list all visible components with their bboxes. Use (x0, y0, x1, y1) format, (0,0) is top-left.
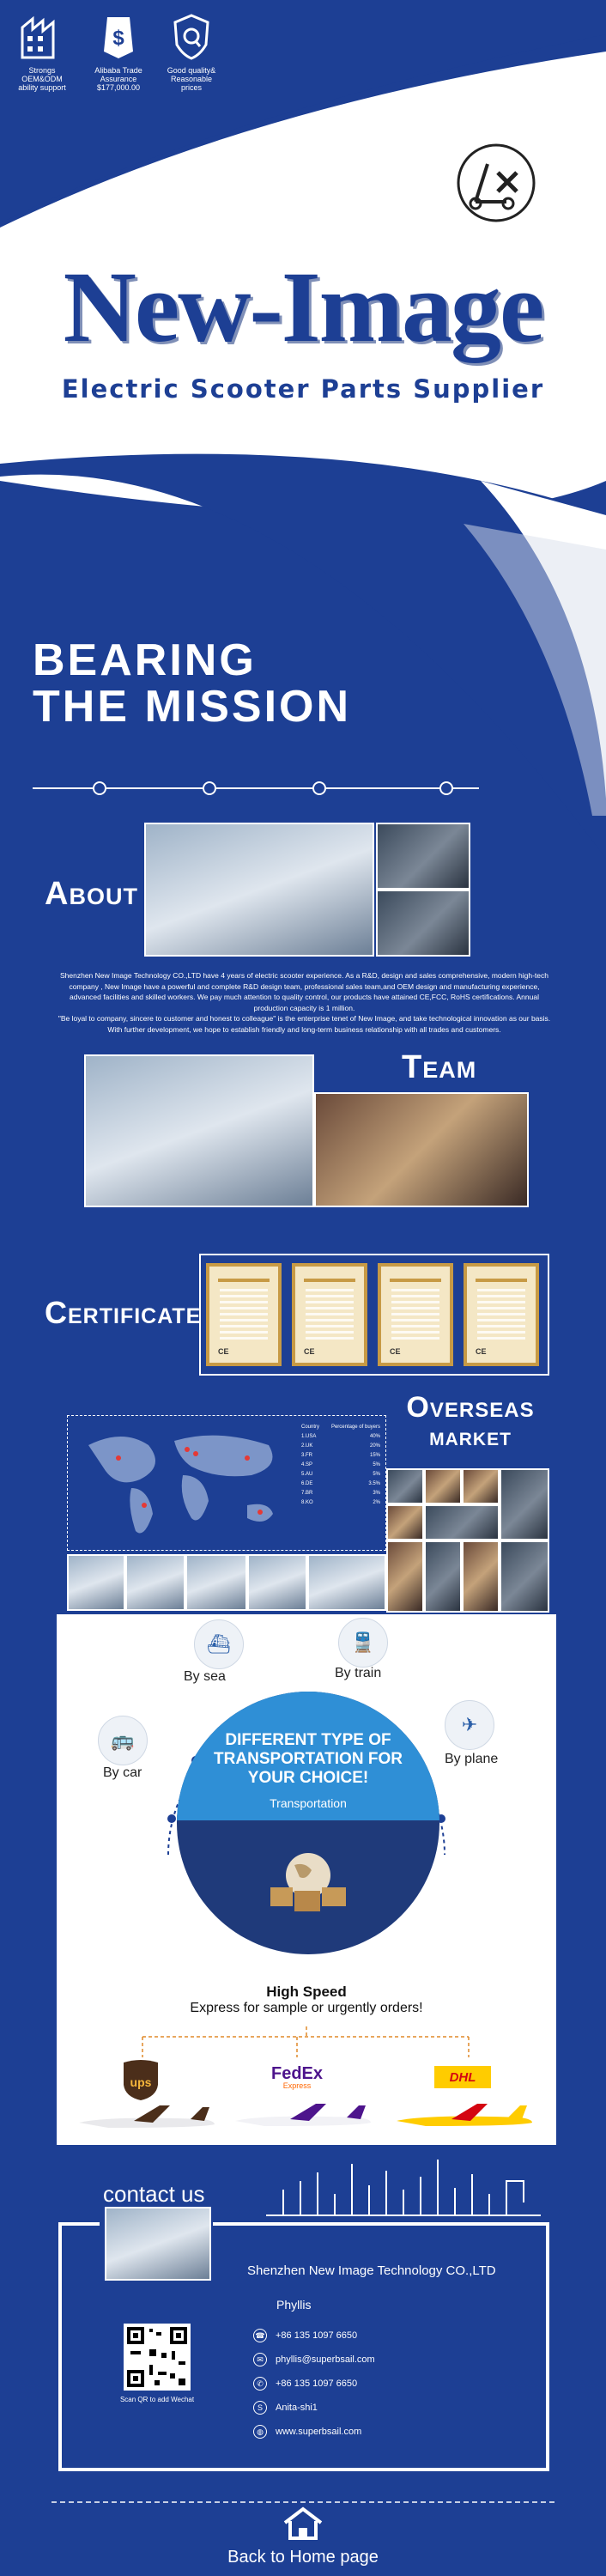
buyers-percentage: 5% (373, 1472, 380, 1477)
svg-text:$: $ (112, 27, 124, 50)
buyers-country: 7.BR (301, 1491, 313, 1496)
buyers-percentage: 20% (369, 1443, 380, 1449)
customer-photo-3 (185, 1554, 247, 1611)
feature-label: Good quality& Reasonable prices (167, 66, 216, 92)
contact-website[interactable]: ◍ www.superbsail.com (253, 2425, 361, 2439)
back-home-label: Back to Home page (227, 2548, 379, 2567)
certificate-2: CE (292, 1263, 367, 1366)
contact-whatsapp[interactable]: ✆ +86 135 1097 6650 (253, 2377, 357, 2391)
contact-heading: contact us (103, 2181, 205, 2207)
about-text (53, 970, 555, 1035)
workshop-photo-top (376, 823, 470, 890)
transport-center-sub: Transportation (270, 1796, 347, 1810)
globe-icon: ◍ (253, 2425, 267, 2439)
transport-panel (57, 1614, 556, 2145)
team-photo-dinner (314, 1092, 529, 1207)
transport-mode-plane: By plane (445, 1752, 499, 1766)
brand-tagline: Electric Scooter Parts Supplier (61, 374, 545, 404)
buyers-percentage: 15% (369, 1453, 380, 1458)
certificate-1: CE (206, 1263, 282, 1366)
back-home-button[interactable] (200, 2506, 406, 2573)
buyers-percentage: 40% (369, 1434, 380, 1439)
transport-center-title: DIFFERENT TYPE OF TRANSPORTATION FOR YOUR CHOICE! (214, 1731, 403, 1787)
contact-email[interactable]: ✉ phyllis@superbsail.com (253, 2353, 375, 2366)
buyers-table-row (301, 1434, 380, 1439)
warehouse-photo-1 (386, 1468, 424, 1504)
bus-icon: 🚌 (98, 1716, 148, 1765)
customer-photo-2 (125, 1554, 185, 1611)
contact-phone[interactable]: ☎ +86 135 1097 6650 (253, 2329, 357, 2342)
feature-trade-assurance (88, 10, 148, 92)
certificate-heading: Certificate (45, 1295, 202, 1330)
ups-logo (122, 2059, 160, 2102)
buyers-country: 6.DE (301, 1481, 313, 1486)
features-bar (15, 10, 221, 96)
buyers-percentage: 5% (373, 1462, 380, 1467)
factory-building-photo (144, 823, 374, 957)
transport-mode-train: By train (335, 1666, 382, 1680)
overseas-heading (402, 1391, 539, 1452)
whatsapp-icon: ✆ (253, 2377, 267, 2391)
world-map (71, 1419, 294, 1548)
skype-icon: S (253, 2401, 267, 2415)
team-photo-group (84, 1054, 314, 1207)
warehouse-photo-3 (462, 1468, 500, 1504)
quality-shield-icon (161, 10, 221, 62)
timeline-divider (33, 780, 479, 797)
cargo-plane-dhl (391, 2100, 537, 2136)
contact-frame-top-right (213, 2222, 549, 2226)
feature-label: Strongs OEM&ODM ability support (18, 66, 66, 92)
buyers-table-row (301, 1491, 380, 1496)
warehouse-photo-4 (500, 1468, 549, 1540)
train-icon: 🚆 (338, 1618, 388, 1668)
buyers-table (301, 1425, 380, 1510)
customer-photo-1 (67, 1554, 125, 1611)
dollar-shield-icon (88, 10, 148, 62)
cargo-plane-ups (74, 2102, 220, 2138)
buyers-country: 4.SP (301, 1462, 313, 1467)
buyers-table-row (301, 1443, 380, 1449)
scooter-tools-icon (455, 142, 537, 224)
factory-icon (15, 10, 69, 62)
phone-icon: ☎ (253, 2329, 267, 2342)
buyers-percentage: 3.5% (368, 1481, 380, 1486)
email-icon: ✉ (253, 2353, 267, 2366)
feature-label: Alibaba Trade Assurance $177,000.00 (94, 66, 142, 92)
world-map-panel (67, 1415, 386, 1551)
buyers-country: 5.AU (301, 1472, 313, 1477)
warehouse-photo-7 (386, 1540, 424, 1613)
buyers-country: 3.FR (301, 1453, 313, 1458)
feature-quality (161, 10, 221, 92)
buyers-table-row (301, 1472, 380, 1477)
svg-text:ups: ups (130, 2075, 152, 2089)
buyers-country: 8.KO (301, 1500, 313, 1505)
dhl-logo: DHL (434, 2066, 491, 2088)
contact-person: Phyllis (276, 2298, 312, 2312)
buyers-table-row (301, 1500, 380, 1505)
transport-mode-car: By car (103, 1765, 142, 1780)
footer-divider (52, 2500, 554, 2504)
buyers-percentage: 2% (373, 1500, 380, 1505)
buyers-table-row (301, 1462, 380, 1467)
warehouse-photo-5 (386, 1504, 424, 1540)
overseas-heading-line2: market (429, 1423, 512, 1451)
cargo-plane-fedex (230, 2100, 376, 2136)
customer-photo-4 (247, 1554, 307, 1611)
speed-title: High Speed (266, 1984, 347, 2000)
warehouse-photo-10 (500, 1540, 549, 1613)
company-name: Shenzhen New Image Technology CO.,LTD (247, 2263, 496, 2278)
fedex-logo: FedEx Express (270, 2064, 324, 2090)
about-paragraph-1: Shenzhen New Image Technology CO.,LTD have 4 years of electric scooter experience. As a R&D, design and sales comprehensive, modern high-tech company , New Image have a powerful and complete R&D design team, professional sales team,and OEM design and manufacturing experience, advanced facilities and skilled workers. We pay much attention to quality control, our products have attained CE,FCC, RoHS certifications. Annual production capacity is 1 million. (59, 971, 548, 1012)
warehouse-photo-8 (424, 1540, 462, 1613)
about-paragraph-2: "Be loyal to company, sincere to customer and honest to colleague" is the enterprise tenet of New Image, and take technological innovation as our basis. With further development, we hope to establish friendly and long-term business relationship with all trades and customers. (58, 1014, 551, 1034)
certificate-4: CE (464, 1263, 539, 1366)
overseas-heading-line1: Overseas (406, 1391, 535, 1424)
wechat-qr-code[interactable] (124, 2324, 191, 2391)
globe-boxes-icon (265, 1846, 351, 1915)
transport-circle (177, 1692, 439, 1954)
ship-icon: ⛴ (194, 1619, 244, 1669)
contact-skype[interactable]: S Anita-shi1 (253, 2401, 318, 2415)
buyers-table-row (301, 1453, 380, 1458)
buyers-country: 2.UK (301, 1443, 313, 1449)
warehouse-photo-2 (424, 1468, 462, 1504)
carrier-connectors (57, 2025, 556, 2059)
home-icon (282, 2506, 324, 2542)
feature-oem (15, 10, 69, 92)
buyers-table-header: Country Percentage of buyers (301, 1425, 380, 1430)
circuit-decoration (266, 2155, 541, 2224)
plane-icon: ✈ (445, 1700, 494, 1750)
buyers-table-row (301, 1481, 380, 1486)
customer-service-photo (105, 2207, 211, 2281)
warehouse-photo-9 (462, 1540, 500, 1613)
about-heading: About (45, 876, 138, 912)
brand-title: New-Image (63, 251, 543, 363)
team-heading: Team (402, 1049, 477, 1085)
qr-caption: Scan QR to add Wechat (119, 2396, 195, 2403)
customer-photo-5 (307, 1554, 386, 1611)
buyers-country: 1.USA (301, 1434, 317, 1439)
transport-mode-sea: By sea (184, 1669, 226, 1684)
warehouse-photo-6 (424, 1504, 500, 1540)
certificate-3: CE (378, 1263, 453, 1366)
speed-subtitle: Express for sample or urgently orders! (190, 2001, 423, 2015)
buyers-percentage: 3% (373, 1491, 380, 1496)
mission-heading: BEARING THE MISSION (33, 635, 352, 732)
contact-frame-top-left (58, 2222, 100, 2226)
workshop-photo-bottom (376, 890, 470, 957)
